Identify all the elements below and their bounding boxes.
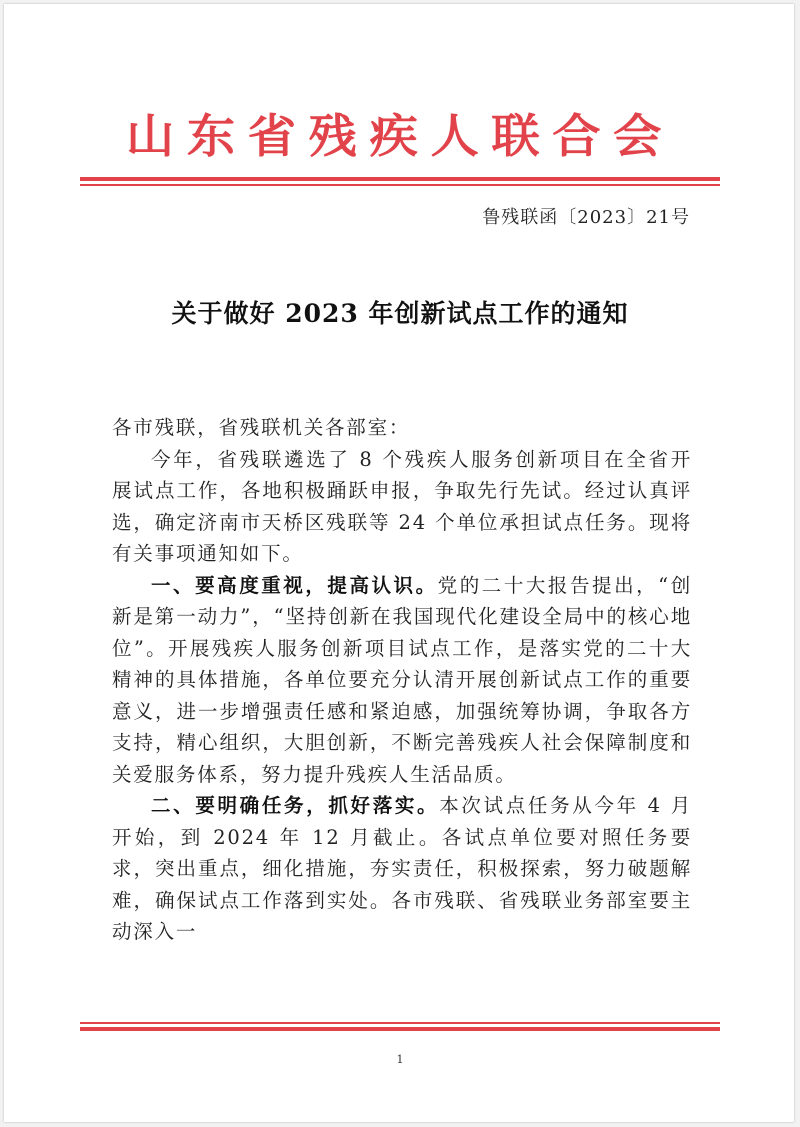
paragraph-section-1 xyxy=(112,570,692,791)
paragraph-section-2 xyxy=(112,790,692,948)
paragraph-lead: 二、要明确任务，抓好落实。 xyxy=(151,794,440,817)
header-red-rule-thick xyxy=(80,177,720,181)
header-red-rule-thin xyxy=(80,184,720,186)
paragraph-text: 今年，省残联遴选了 8 个残疾人服务创新项目在全省开展试点工作，各地积极踊跃申报，争取先行先试。经过认真评选，确定济南市天桥区残联等 24 个单位承担试点任务。现将有关事项通知如下。 xyxy=(112,447,692,565)
page-number: 1 xyxy=(396,1053,404,1066)
paragraph-text: 本次试点任务从今年 4 月开始，到 2024 年 12 月截止。各试点单位要对照任务要求，突出重点，细化措施，夯实责任，积极探索，努力破题解难，确保试点工作落到实处。各市残联、省残联业务部室要主动深入一 xyxy=(112,794,692,943)
footer-red-rule-thin xyxy=(80,1022,720,1024)
paragraph-lead: 一、要高度重视，提高认识。 xyxy=(151,573,438,597)
document-body xyxy=(112,412,692,948)
salutation: 各市残联，省残联机关各部室： xyxy=(112,416,411,439)
document-title: 关于做好 2023 年创新试点工作的通知 xyxy=(171,299,629,328)
org-name-header: 山东省残疾人联合会 xyxy=(125,109,675,163)
paragraph-text: 党的二十大报告提出，“创新是第一动力”，“坚持创新在我国现代化建设全局中的核心地位”。开展残疾人服务创新项目试点工作，是落实党的二十大精神的具体措施，各单位要充分认清开展创新试点工作的重要意义，进一步增强责任感和紧迫感，加强统筹协调，争取各方支持，精心组织，大胆创新，不断完善残疾人社会保障制度和关爱服务体系，努力提升残疾人生活品质。 xyxy=(112,573,692,786)
footer-red-rule-thick xyxy=(80,1027,720,1031)
paragraph-intro xyxy=(112,444,692,570)
document-number: 鲁残联函〔2023〕21号 xyxy=(482,207,690,228)
